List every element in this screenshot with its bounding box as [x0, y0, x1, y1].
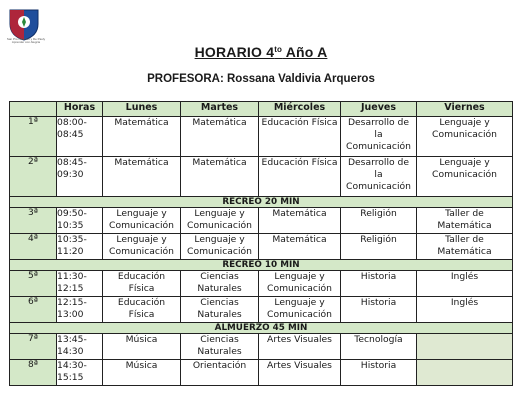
table-row	[10, 117, 513, 157]
subject-cell: Lenguaje y Comunicación	[259, 297, 341, 323]
header-cell: Horas	[57, 102, 103, 117]
subject-cell: Ciencias Naturales	[181, 271, 259, 297]
header-cell: Miércoles	[259, 102, 341, 117]
subject-cell: Artes Visuales	[259, 360, 341, 386]
subject-cell: Historia	[341, 297, 417, 323]
table-row	[10, 360, 513, 386]
break-row	[10, 197, 513, 208]
logo-caption: San Pío Cakolico y De Pauly Aprender con Alegría	[6, 37, 46, 45]
table-row	[10, 157, 513, 197]
block-number: 3ª	[10, 208, 57, 234]
table-row	[10, 271, 513, 297]
table-row	[10, 234, 513, 260]
table-row	[10, 334, 513, 360]
block-number: 8ª	[10, 360, 57, 386]
subject-cell: Ciencias Naturales	[181, 334, 259, 360]
break-row	[10, 260, 513, 271]
table-row	[10, 208, 513, 234]
subject-cell: Historia	[341, 360, 417, 386]
subject-cell: Lenguaje y Comunicación	[103, 234, 181, 260]
block-number: 4ª	[10, 234, 57, 260]
header-cell: Martes	[181, 102, 259, 117]
subject-cell: Matemática	[181, 117, 259, 157]
subject-cell: Matemática	[259, 208, 341, 234]
subject-cell: Educación Física	[259, 117, 341, 157]
subject-cell: Lenguaje y Comunicación	[417, 117, 513, 157]
subject-cell: Ciencias Naturales	[181, 297, 259, 323]
header-row	[10, 102, 513, 117]
subject-cell: Matemática	[103, 157, 181, 197]
block-number: 7ª	[10, 334, 57, 360]
teacher-name: PROFESORA: Rossana Valdivia Arqueros	[147, 73, 375, 85]
header-cell	[10, 102, 57, 117]
time-range: 08:00- 08:45	[57, 117, 103, 157]
subject-cell: Lenguaje y Comunicación	[259, 271, 341, 297]
header-cell: Jueves	[341, 102, 417, 117]
subject-cell: Artes Visuales	[259, 334, 341, 360]
subject-cell: Religión	[341, 234, 417, 260]
subject-cell: Orientación	[181, 360, 259, 386]
block-number: 1ª	[10, 117, 57, 157]
break-label: RECREO 20 MIN	[10, 197, 513, 208]
table-row	[10, 297, 513, 323]
time-range: 11:30- 12:15	[57, 271, 103, 297]
subject-cell: Matemática	[259, 234, 341, 260]
subject-cell: Inglés	[417, 271, 513, 297]
block-number: 2ª	[10, 157, 57, 197]
time-range: 14:30- 15:15	[57, 360, 103, 386]
subject-cell: Educación Física	[103, 297, 181, 323]
subject-cell: Inglés	[417, 297, 513, 323]
subject-cell: Desarrollo de la Comunicación	[341, 117, 417, 157]
header-cell: Viernes	[417, 102, 513, 117]
subject-cell: Taller de Matemática	[417, 234, 513, 260]
block-number: 6ª	[10, 297, 57, 323]
time-range: 10:35- 11:20	[57, 234, 103, 260]
time-range: 08:45- 09:30	[57, 157, 103, 197]
subject-cell: Matemática	[181, 157, 259, 197]
subject-cell: Taller de Matemática	[417, 208, 513, 234]
subject-cell: Lenguaje y Comunicación	[417, 157, 513, 197]
subject-cell: Matemática	[103, 117, 181, 157]
time-range: 12:15- 13:00	[57, 297, 103, 323]
subject-cell	[417, 334, 513, 360]
subject-cell: Educación Física	[259, 157, 341, 197]
header-cell: Lunes	[103, 102, 181, 117]
subject-cell: Historia	[341, 271, 417, 297]
break-label: RECREO 10 MIN	[10, 260, 513, 271]
schedule-table	[9, 101, 513, 386]
break-row	[10, 323, 513, 334]
subject-cell: Tecnología	[341, 334, 417, 360]
subject-cell	[417, 360, 513, 386]
block-number: 5ª	[10, 271, 57, 297]
page-title: HORARIO $4^{to}$ Año A	[194, 44, 328, 60]
subject-cell: Lenguaje y Comunicación	[181, 208, 259, 234]
subject-cell: Desarrollo de la Comunicación	[341, 157, 417, 197]
subject-cell: Música	[103, 360, 181, 386]
time-range: 09:50- 10:35	[57, 208, 103, 234]
time-range: 13:45- 14:30	[57, 334, 103, 360]
subject-cell: Religión	[341, 208, 417, 234]
subject-cell: Música	[103, 334, 181, 360]
subject-cell: Lenguaje y Comunicación	[103, 208, 181, 234]
break-label: ALMUERZO 45 MIN	[10, 323, 513, 334]
subject-cell: Lenguaje y Comunicación	[181, 234, 259, 260]
subject-cell: Educación Física	[103, 271, 181, 297]
